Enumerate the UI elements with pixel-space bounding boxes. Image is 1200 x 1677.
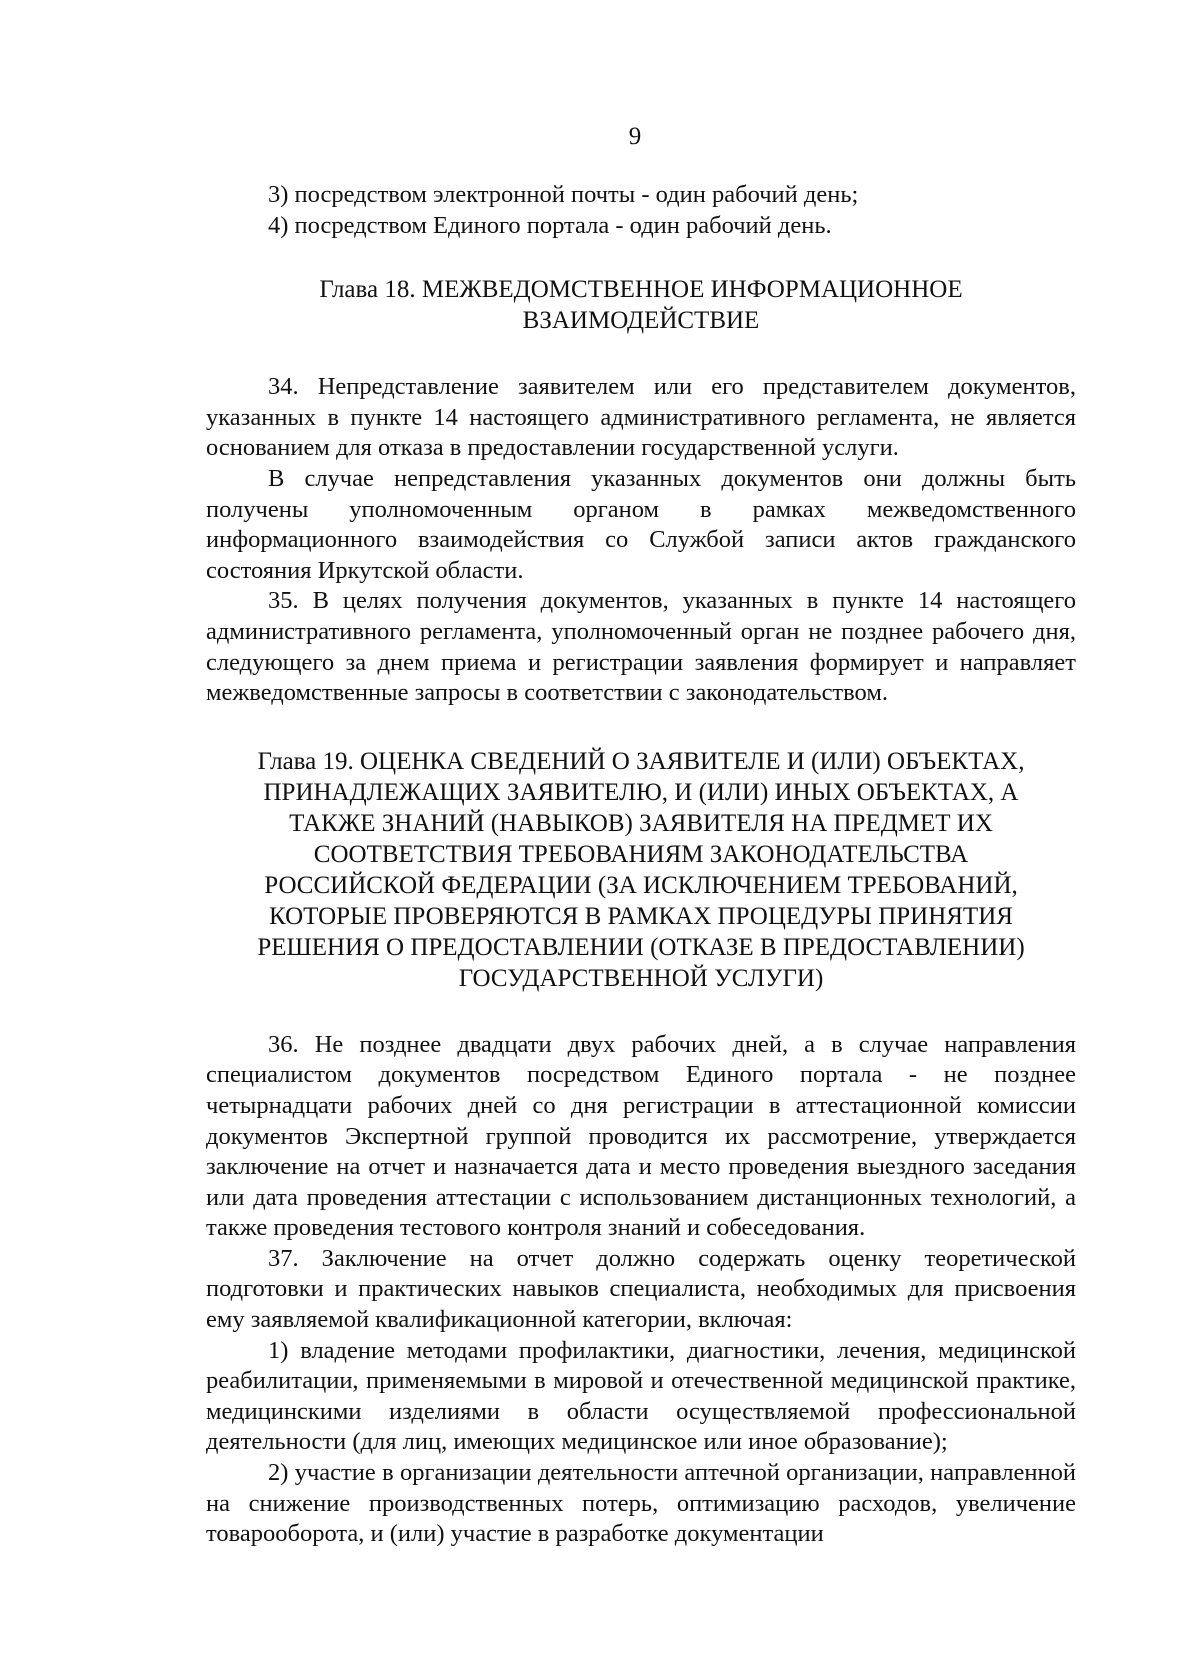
chapter-19-heading: [206, 746, 1076, 994]
chapter-19-heading-line: РЕШЕНИЯ О ПРЕДОСТАВЛЕНИИ (ОТКАЗЕ В ПРЕДОСТАВЛЕНИИ): [257, 933, 1025, 961]
chapter-19-heading-line: СООТВЕТСТВИЯ ТРЕБОВАНИЯМ ЗАКОНОДАТЕЛЬСТВА: [313, 840, 969, 868]
chapter-18-heading: [206, 274, 1076, 336]
chapter-19-heading-line: КОТОРЫЕ ПРОВЕРЯЮТСЯ В РАМКАХ ПРОЦЕДУРЫ ПРИНЯТИЯ: [269, 902, 1013, 930]
paragraph-34: 34. Непредставление заявителем или его представителем документов, указанных в пункте 14 настоящего административного регламента, не является основанием для отказа в предоставлении государственной услуги.: [206, 373, 1076, 462]
chapter-18-heading-line: ВЗАИМОДЕЙСТВИЕ: [522, 307, 760, 335]
chapter-19-heading-line: ГОСУДАРСТВЕННОЙ УСЛУГИ): [458, 964, 824, 992]
paragraph-35: 35. В целях получения документов, указанных в пункте 14 настоящего административного регламента, уполномоченный орган не позднее рабочего дня, следующего за днем приема и регистрации заявления формирует и направляет межведомственные запросы в соответствии с законодательством.: [206, 587, 1076, 707]
paragraph-37-item-1: 1) владение методами профилактики, диагностики, лечения, медицинской реабилитации, применяемыми в мировой и отечественной медицинской практике, медицинскими изделиями в области осуществляемой профессиональной деятельности (для лиц, имеющих медицинское или иное образование);: [206, 1336, 1076, 1456]
paragraph-37: 37. Заключение на отчет должно содержать оценку теоретической подготовки и практических навыков специалиста, необходимых для присвоения ему заявляемой квалификационной категории, включая:: [206, 1244, 1076, 1334]
paragraph-36: 36. Не позднее двадцати двух рабочих дней, а в случае направления специалистом документов посредством Единого портала - не позднее четырнадцати рабочих дней со дня регистрации в аттестационной комиссии документов Экспертной группой проводится их рассмотрение, утверждается заключение на отчет и назначается дата и место проведения выездного заседания или дата проведения аттестации с использованием дистанционных технологий, а также проведения тестового контроля знаний и собеседования.: [206, 1030, 1076, 1242]
chapter-19-heading-line: ТАКЖЕ ЗНАНИЙ (НАВЫКОВ) ЗАЯВИТЕЛЯ НА ПРЕДМЕТ ИХ: [289, 809, 993, 837]
list-item-4: 4) посредством Единого портала - один рабочий день.: [268, 211, 832, 239]
paragraph-37-item-2: 2) участие в организации деятельности аптечной организации, направленной на снижение производственных потерь, оптимизацию расходов, увеличение товарооборота, и (или) участие в разработке документации: [206, 1459, 1076, 1548]
page-number: 9: [628, 123, 642, 150]
chapter-18-heading-line: Глава 18. МЕЖВЕДОМСТВЕННОЕ ИНФОРМАЦИОННОЕ: [319, 276, 963, 304]
paragraph-34-continued: В случае непредставления указанных документов они должны быть получены уполномоченным органом в рамках межведомственного информационного взаимодействия со Службой записи актов гражданского состояния Иркутской области.: [206, 464, 1076, 584]
list-item-3: 3) посредством электронной почты - один рабочий день;: [268, 181, 859, 208]
chapter-19-heading-line: ПРИНАДЛЕЖАЩИХ ЗАЯВИТЕЛЮ, И (ИЛИ) ИНЫХ ОБЪЕКТАХ, А: [263, 778, 1019, 806]
document-body: [206, 180, 1076, 1550]
chapter-19-heading-line: РОССИЙСКОЙ ФЕДЕРАЦИИ (ЗА ИСКЛЮЧЕНИЕМ ТРЕБОВАНИЙ,: [264, 871, 1018, 899]
chapter-19-heading-line: Глава 19. ОЦЕНКА СВЕДЕНИЙ О ЗАЯВИТЕЛЕ И (ИЛИ) ОБЪЕКТАХ,: [257, 747, 1025, 775]
